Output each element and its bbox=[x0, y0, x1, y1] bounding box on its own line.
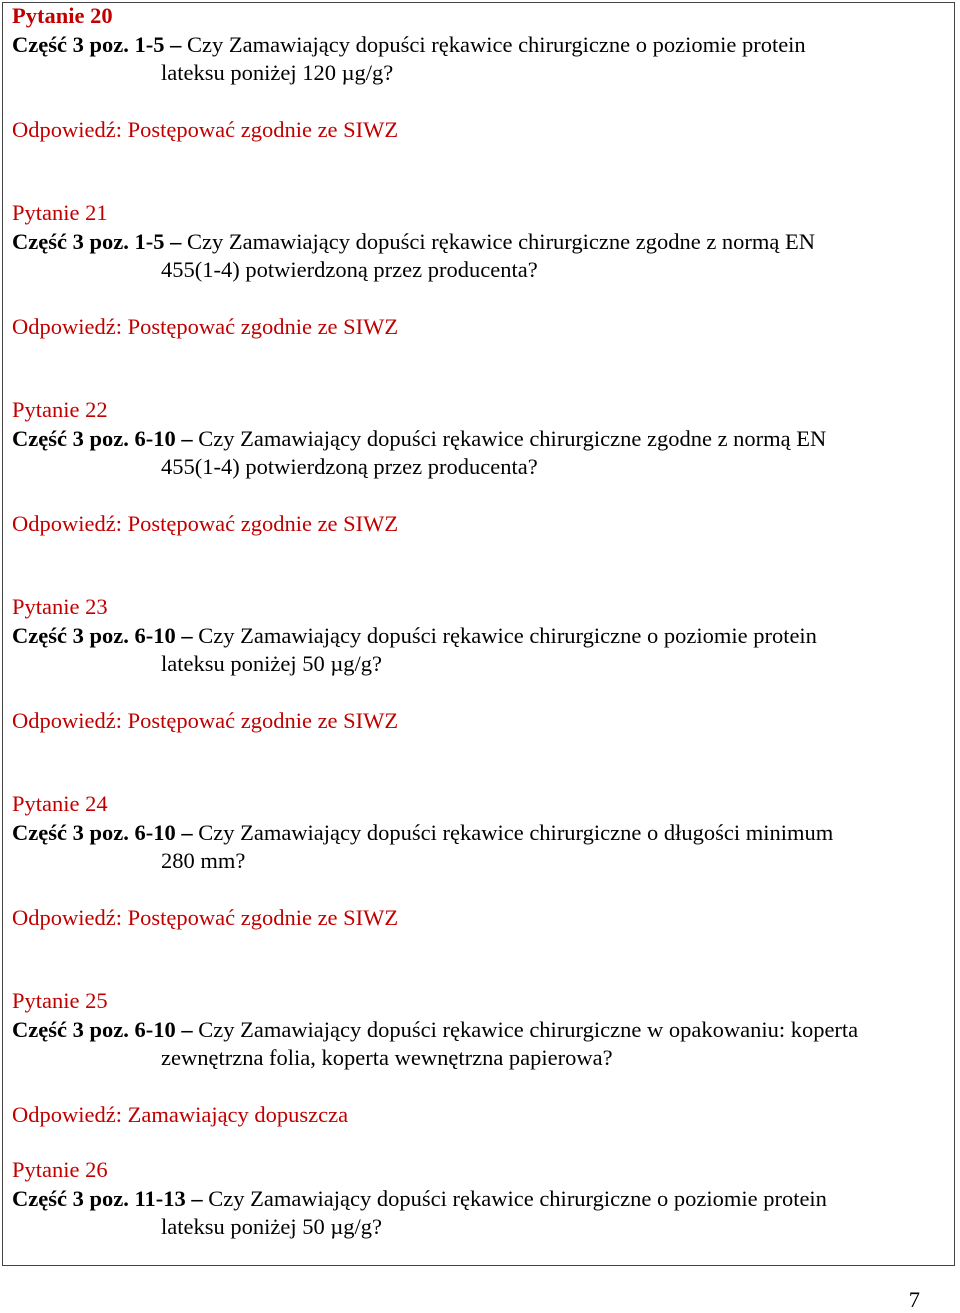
question-title: Pytanie 26 bbox=[12, 1157, 108, 1182]
question-title: Pytanie 23 bbox=[12, 594, 108, 619]
answer bbox=[12, 313, 815, 342]
question-dash: – bbox=[164, 228, 187, 254]
answer-label: Odpowiedź: bbox=[12, 510, 122, 536]
question-first-line bbox=[12, 31, 806, 60]
question-first-line bbox=[12, 622, 817, 651]
question-text-continued: lateksu poniżej 50 µg/g? bbox=[161, 1214, 383, 1239]
page-number: 7 bbox=[908, 1287, 920, 1312]
question-text: Czy Zamawiający dopuści rękawice chirurgiczne zgodne z normą EN bbox=[186, 228, 816, 254]
question-text-continued: 455(1-4) potwierdzoną przez producenta? bbox=[161, 257, 538, 282]
question-block bbox=[12, 396, 826, 538]
question-dash: – bbox=[175, 425, 199, 451]
question-part: Część 3 poz. 1-5 bbox=[12, 31, 165, 57]
question-text: Czy Zamawiający dopuści rękawice chirurgiczne o poziomie protein bbox=[198, 622, 817, 648]
question-block bbox=[12, 593, 817, 735]
question-body bbox=[12, 228, 815, 285]
answer-label: Odpowiedź: bbox=[12, 313, 122, 339]
question-part: Część 3 poz. 11-13 bbox=[12, 1185, 186, 1211]
answer-text: Postępować zgodnie ze SIWZ bbox=[121, 313, 399, 339]
answer-text: Postępować zgodnie ze SIWZ bbox=[121, 510, 399, 536]
question-text-continued: 455(1-4) potwierdzoną przez producenta? bbox=[161, 454, 538, 479]
question-text: Czy Zamawiający dopuści rękawice chirurgiczne zgodne z normą EN bbox=[198, 425, 827, 451]
question-text: Czy Zamawiający dopuści rękawice chirurgiczne o poziomie protein bbox=[208, 1185, 827, 1211]
question-text: Czy Zamawiający dopuści rękawice chirurgiczne o długości minimum bbox=[198, 819, 834, 845]
question-text: Czy Zamawiający dopuści rękawice chirurgiczne w opakowaniu: koperta bbox=[198, 1016, 859, 1042]
question-dash: – bbox=[164, 31, 187, 57]
answer bbox=[12, 510, 826, 539]
answer-label: Odpowiedź: bbox=[12, 116, 122, 142]
question-text: Czy Zamawiający dopuści rękawice chirurgiczne o poziomie protein bbox=[186, 31, 806, 57]
question-first-line bbox=[12, 228, 815, 257]
answer bbox=[12, 1101, 858, 1130]
answer-text: Zamawiający dopuszcza bbox=[121, 1101, 349, 1127]
question-title: Pytanie 21 bbox=[12, 200, 108, 225]
answer-label: Odpowiedź: bbox=[12, 1101, 122, 1127]
question-text-continued: zewnętrzna folia, koperta wewnętrzna papierowa? bbox=[161, 1045, 613, 1070]
answer-text: Postępować zgodnie ze SIWZ bbox=[121, 707, 399, 733]
question-title: Pytanie 22 bbox=[12, 397, 108, 422]
question-block bbox=[12, 2, 806, 144]
answer bbox=[12, 707, 817, 736]
question-dash: – bbox=[175, 622, 199, 648]
question-first-line bbox=[12, 425, 826, 454]
question-part: Część 3 poz. 6-10 bbox=[12, 425, 176, 451]
question-title: Pytanie 24 bbox=[12, 791, 108, 816]
question-part: Część 3 poz. 6-10 bbox=[12, 622, 176, 648]
question-first-line bbox=[12, 819, 833, 848]
question-body bbox=[12, 819, 833, 876]
question-part: Część 3 poz. 1-5 bbox=[12, 228, 165, 254]
answer bbox=[12, 904, 833, 933]
question-first-line bbox=[12, 1185, 827, 1214]
question-text-continued: lateksu poniżej 50 µg/g? bbox=[161, 651, 383, 676]
answer-label: Odpowiedź: bbox=[12, 904, 122, 930]
question-block bbox=[12, 199, 815, 341]
question-dash: – bbox=[175, 819, 199, 845]
question-block bbox=[12, 987, 858, 1129]
question-title: Pytanie 20 bbox=[12, 3, 113, 28]
question-part: Część 3 poz. 6-10 bbox=[12, 1016, 176, 1042]
question-body bbox=[12, 1185, 827, 1242]
question-text-continued: 280 mm? bbox=[161, 848, 246, 873]
question-body bbox=[12, 622, 817, 679]
question-block bbox=[12, 790, 833, 932]
question-body bbox=[12, 1016, 858, 1073]
question-title: Pytanie 25 bbox=[12, 988, 108, 1013]
question-body bbox=[12, 31, 806, 88]
question-block bbox=[12, 1156, 827, 1242]
question-text-continued: lateksu poniżej 120 µg/g? bbox=[161, 60, 394, 85]
question-dash: – bbox=[175, 1016, 199, 1042]
question-body bbox=[12, 425, 826, 482]
question-first-line bbox=[12, 1016, 858, 1045]
answer-label: Odpowiedź: bbox=[12, 707, 122, 733]
answer bbox=[12, 116, 806, 145]
question-part: Część 3 poz. 6-10 bbox=[12, 819, 176, 845]
answer-text: Postępować zgodnie ze SIWZ bbox=[121, 904, 399, 930]
answer-text: Postępować zgodnie ze SIWZ bbox=[121, 116, 399, 142]
question-dash: – bbox=[185, 1185, 209, 1211]
